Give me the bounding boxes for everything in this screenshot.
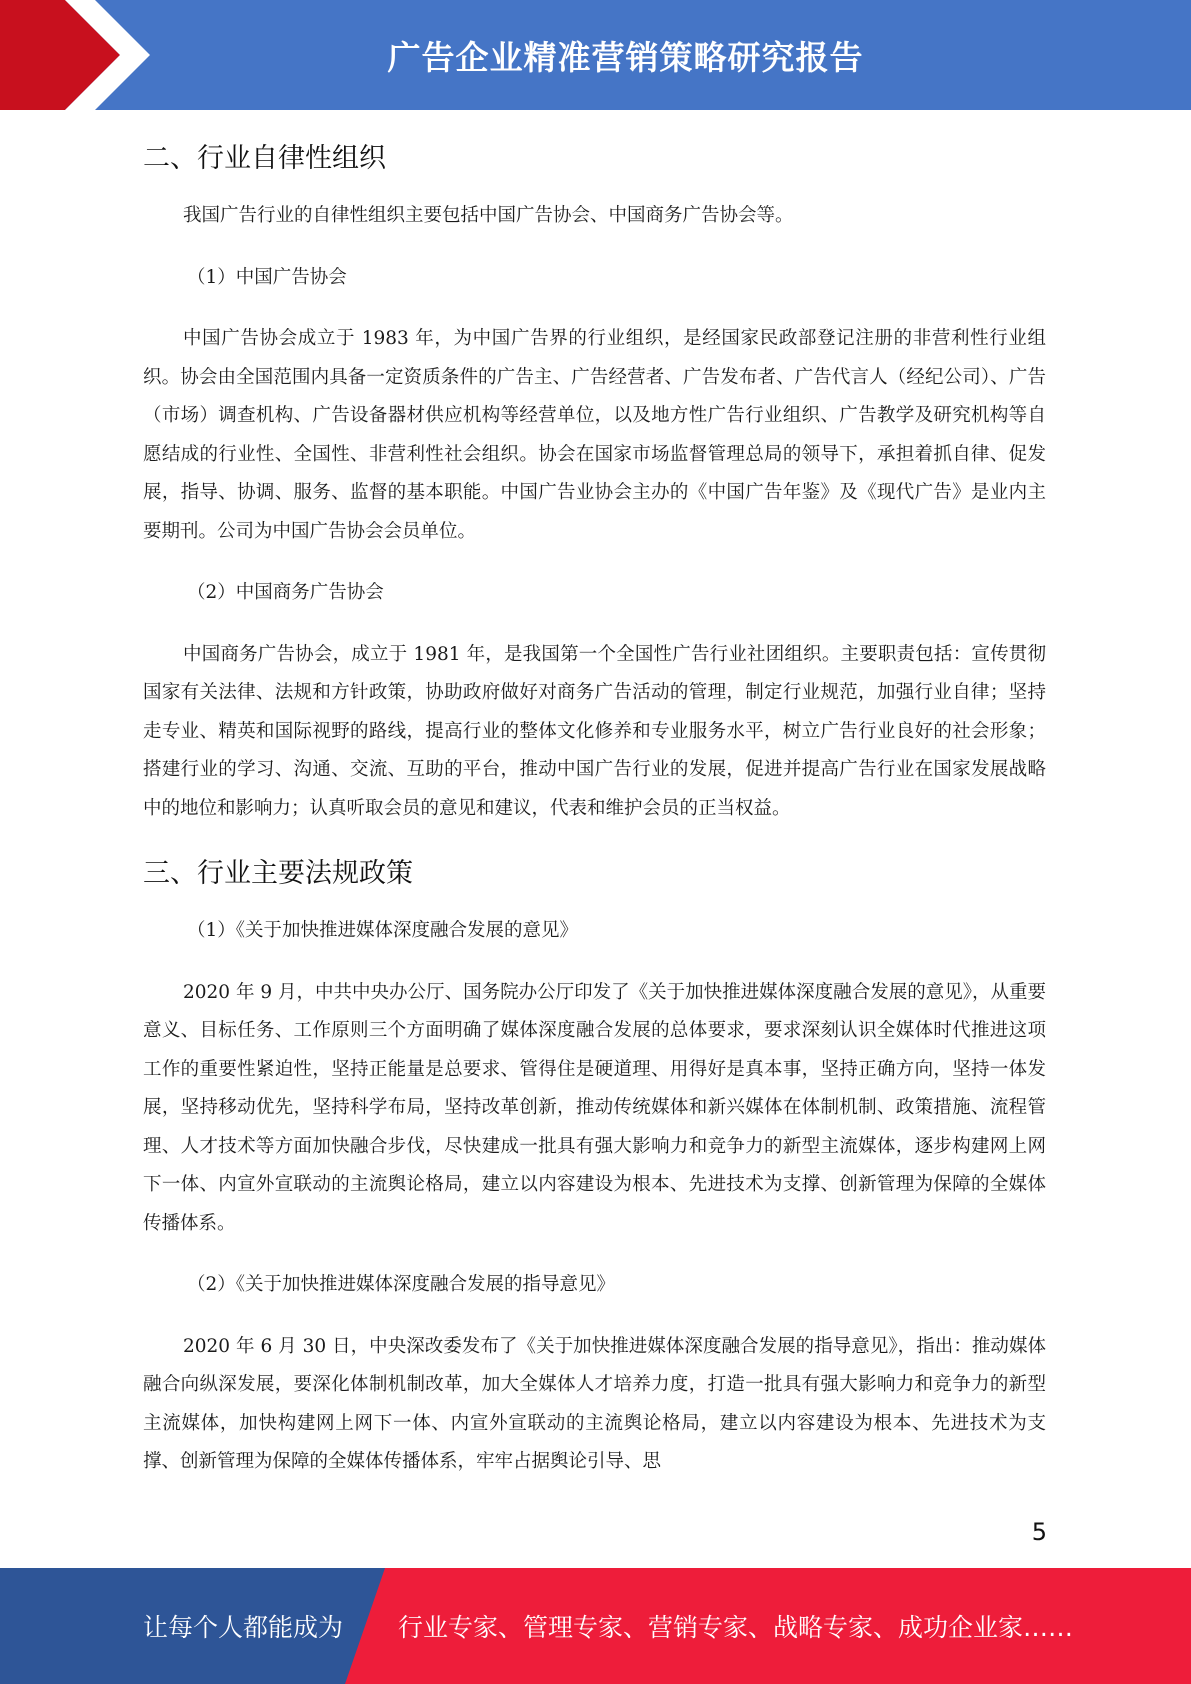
footer-band xyxy=(0,1568,1191,1684)
section-heading-self-regulation: 二、行业自律性组织 xyxy=(143,143,386,174)
section-heading-regulations: 三、行业主要法规政策 xyxy=(143,858,413,889)
report-title: 广告企业精准营销策略研究报告 xyxy=(387,37,864,77)
paragraph-media-integration-guidance: 2020 年 6 月 30 日，中央深改委发布了《关于加快推进媒体深度融合发展的指导意见》，指出：推动媒体融合向纵深发展，要深化体制机制改革，加大全媒体人才培养力度，打造一批具有强大影响力和竞争力的新型主流媒体，加快构建网上网下一体、内宣外宣联动的主流舆论格局，建立以内容建设为根本、先进技术为支撑、创新管理为保障的全媒体传播体系，牢牢占据舆论引导、思 xyxy=(143,1335,1046,1472)
paragraph-china-ad-association: 中国广告协会成立于 1983 年，为中国广告界的行业组织，是经国家民政部登记注册的非营利性行业组织。协会由全国范围内具备一定资质条件的广告主、广告经营者、广告发布者、广告代言人（经纪公司）、广告（市场）调查机构、广告设备器材供应机构等经营单位，以及地方性广告行业组织、广告教学及研究机构等自愿结成的行业性、全国性、非营利性社会组织。协会在国家市场监督管理总局的领导下，承担着抓自律、促发展，指导、协调、服务、监督的基本职能。中国广告业协会主办的《中国广告年鉴》及《现代广告》是业内主要期刊。公司为中国广告协会会员单位。 xyxy=(143,328,1046,542)
subheading-media-integration-guidance: （2）《关于加快推进媒体深度融合发展的指导意见》 xyxy=(187,1274,616,1295)
subheading-media-integration-opinion: （1）《关于加快推进媒体深度融合发展的意见》 xyxy=(187,920,579,941)
subheading-china-commercial-ad-association: （2）中国商务广告协会 xyxy=(187,582,384,603)
header-band xyxy=(0,0,1191,110)
header-arrow-decoration xyxy=(0,0,150,110)
subheading-china-ad-association: （1）中国广告协会 xyxy=(187,266,347,288)
paragraph-media-integration-opinion: 2020 年 9 月，中共中央办公厅、国务院办公厅印发了《关于加快推进媒体深度融合发展的意见》，从重要意义、目标任务、工作原则三个方面明确了媒体深度融合发展的总体要求，要求深刻认识全媒体时代推进这项工作的重要性紧迫性，坚持正能量是总要求、管得住是硬道理、用得好是真本事，坚持正确方向，坚持一体发展，坚持移动优先，坚持科学布局，坚持改革创新，推动传统媒体和新兴媒体在体制机制、政策措施、流程管理、人才技术等方面加快融合步伐，尽快建成一批具有强大影响力和竞争力的新型主流媒体，逐步构建网上网下一体、内宣外宣联动的主流舆论格局，建立以内容建设为根本、先进技术为支撑、创新管理为保障的全媒体传播体系。 xyxy=(143,981,1046,1234)
footer-slogan-right: 行业专家、管理专家、营销专家、战略专家、成功企业家…… xyxy=(398,1613,1074,1642)
section-intro: 我国广告行业的自律性组织主要包括中国广告协会、中国商务广告协会等。 xyxy=(183,205,794,226)
paragraph-china-commercial-ad-association: 中国商务广告协会，成立于 1981 年，是我国第一个全国性广告行业社团组织。主要职责包括：宣传贯彻国家有关法律、法规和方针政策，协助政府做好对商务广告活动的管理，制定行业规范，加强行业自律；坚持走专业、精英和国际视野的路线，提高行业的整体文化修养和专业服务水平，树立广告行业良好的社会形象；搭建行业的学习、沟通、交流、互助的平台，推动中国广告行业的发展，促进并提高广告行业在国家发展战略中的地位和影响力；认真听取会员的意见和建议，代表和维护会员的正当权益。 xyxy=(143,643,1046,819)
footer-slogan-left: 让每个人都能成为 xyxy=(143,1613,344,1642)
page-number: 5 xyxy=(1031,1518,1047,1546)
document-body xyxy=(143,122,1046,1505)
